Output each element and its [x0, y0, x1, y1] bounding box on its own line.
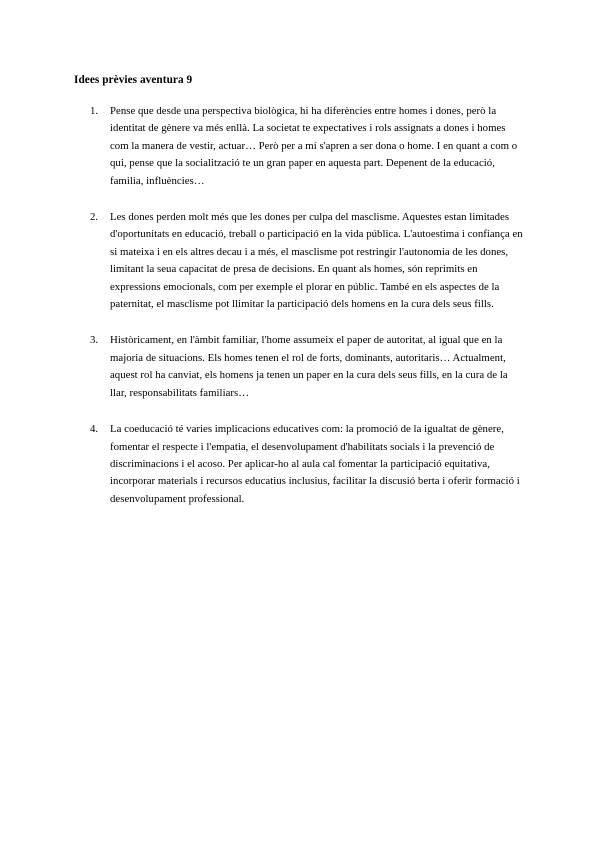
- list-item-text: Les dones perden molt més que les dones per culpa del masclisme. Aquestes estan limitades d'oportunitats en educació, treball o participació en la vida pública. L'autoestima i confiança en si mateixa i en els altres decau i a més, el masclisme pot restringir l'autonomia de les dones, limitant la seua capacitat de presa de decisions. En quant als homes, són reprimits en expressions emocionals, com per exemple el plorar en públic. També en els aspectes de la paternitat, el masclisme pot llimitar la participació dels homens en la cura dels seus fills.: [110, 211, 523, 311]
- document-title: Idees prèvies aventura 9: [74, 74, 193, 86]
- list-item-text: Pense que desde una perspectiva biològica, hi ha diferències entre homes i dones, però la identitat de gènere va més enllà. La societat te expectatives i rols assignats a dones i homes com la manera de vestir, actuar… Però per a mí s'apren a ser dona o home. I en quant a com o qui, pense que la socialització te un gran paper en aquesta part. Depenent de la educació, familia, influències…: [110, 105, 518, 187]
- list-item-number: 4.: [90, 423, 99, 436]
- list-item: [90, 332, 526, 402]
- list-item-number: 1.: [90, 105, 99, 117]
- list-item-number: 3.: [90, 334, 99, 347]
- list-item: [90, 209, 526, 313]
- list-item-text: Històricament, en l'àmbit familiar, l'home assumeix el paper de autoritat, al igual que en la majoria de situacions. Els homes tenen el rol de forts, dominants, autoritaris… Actualment, aquest rol ha canviat, els homens ja tenen un paper en la cura dels seus fills, en la cura de la llar, responsabilitats familiars…: [110, 334, 508, 399]
- list-item: [90, 103, 526, 190]
- ideas-list: [90, 103, 526, 527]
- list-item-text: La coeducació té varies implicacions educatives com: la promoció de la igualtat de gènere, fomentar el respecte i l'empatia, el desenvolupament d'habilitats socials i la prevenció de discriminacions i el acoso. Per aplicar-ho al aula cal fomentar la participació equitativa, incorporar materials i recursos educatius inclusius, facilitar la discusió berta i oferir formació i desenvolupament professional.: [110, 423, 520, 505]
- list-item-number: 2.: [90, 211, 99, 224]
- list-item: [90, 421, 526, 508]
